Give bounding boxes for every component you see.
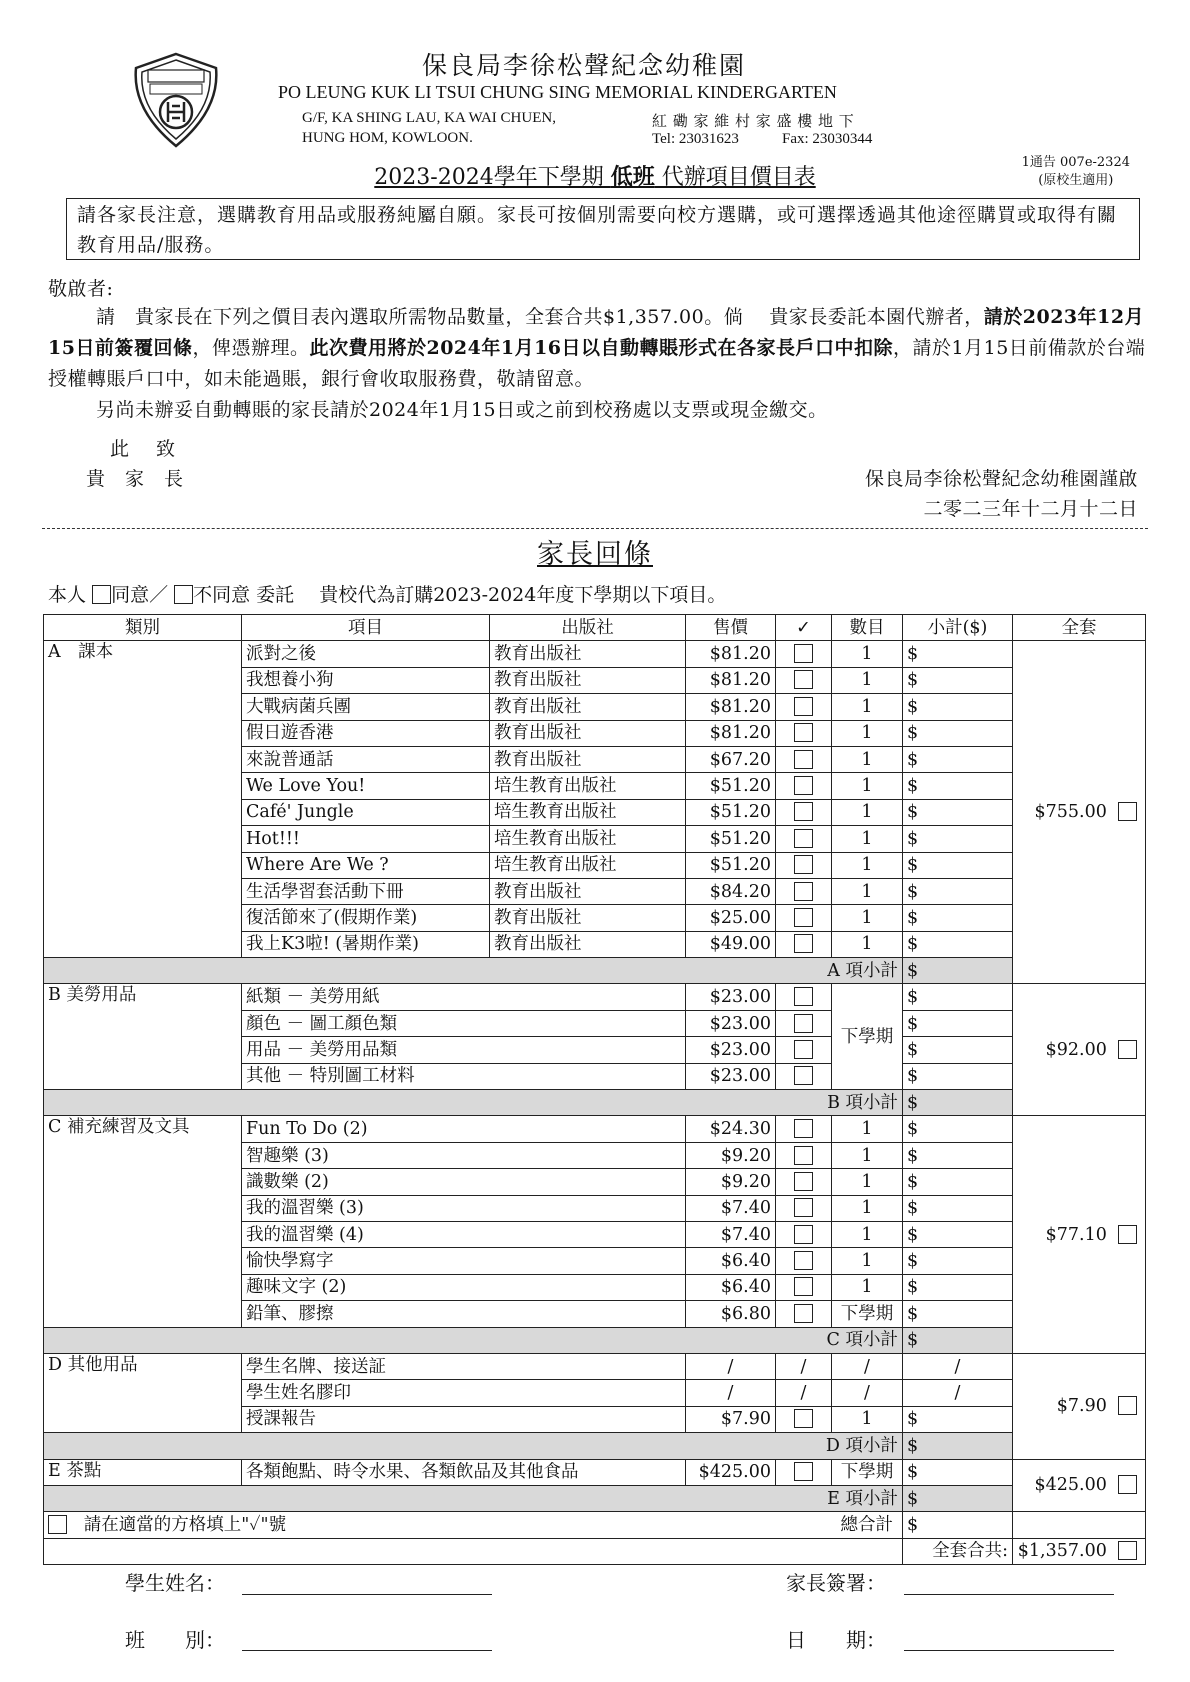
table-row xyxy=(44,984,1146,1010)
section-set-checkbox[interactable] xyxy=(1118,1396,1137,1415)
table-row xyxy=(44,1116,1146,1142)
item-checkbox[interactable] xyxy=(794,670,813,689)
subtotal-value: $ xyxy=(903,1090,1013,1116)
tick-cell xyxy=(776,1406,832,1432)
item-name: 學生名牌、接送証 xyxy=(242,1353,686,1379)
item-subtotal: $ xyxy=(903,1274,1013,1300)
item-subtotal: $ xyxy=(903,641,1013,667)
tick-cell xyxy=(776,1459,832,1485)
item-name: 鉛筆、膠擦 xyxy=(242,1301,686,1327)
item-name: Hot!!! xyxy=(242,826,490,852)
item-qty: / xyxy=(832,1353,903,1379)
item-price: $9.20 xyxy=(686,1169,776,1195)
item-price: $23.00 xyxy=(686,1063,776,1089)
set-total-label: 全套合共: xyxy=(903,1538,1013,1564)
item-subtotal: $ xyxy=(903,720,1013,746)
column-header: 類別 xyxy=(44,615,242,641)
item-subtotal: $ xyxy=(903,694,1013,720)
set-total-cell xyxy=(1013,1538,1146,1564)
item-checkbox[interactable] xyxy=(794,1040,813,1059)
subtotal-value: $ xyxy=(903,1433,1013,1459)
item-publisher: 培生教育出版社 xyxy=(490,852,686,878)
item-name: 顏色 － 圖工顏色類 xyxy=(242,1010,686,1036)
column-header: 項目 xyxy=(242,615,490,641)
date-field[interactable] xyxy=(904,1650,1114,1651)
item-subtotal: $ xyxy=(903,1301,1013,1327)
tick-cell xyxy=(776,773,832,799)
item-subtotal: / xyxy=(903,1353,1013,1379)
item-checkbox[interactable] xyxy=(794,644,813,663)
tick-cell xyxy=(776,1142,832,1168)
table-row xyxy=(44,641,1146,667)
tick-cell xyxy=(776,746,832,772)
tick-cell xyxy=(776,799,832,825)
item-price: $7.40 xyxy=(686,1195,776,1221)
tick-hint-checkbox xyxy=(48,1515,67,1534)
section-total-value: $755.00 xyxy=(1034,802,1107,823)
item-price: $51.20 xyxy=(686,773,776,799)
item-publisher: 教育出版社 xyxy=(490,694,686,720)
item-qty: 下學期 xyxy=(832,1301,903,1327)
subtotal-label: C 項小計 xyxy=(44,1327,903,1353)
item-checkbox[interactable] xyxy=(794,1409,813,1428)
item-publisher: 教育出版社 xyxy=(490,746,686,772)
school-logo-icon xyxy=(128,50,224,150)
parent-signature-field[interactable] xyxy=(904,1594,1114,1595)
table-header xyxy=(44,615,1146,641)
item-qty: 下學期 xyxy=(832,1459,903,1485)
item-qty: 1 xyxy=(832,1142,903,1168)
tick-cell xyxy=(776,1274,832,1300)
item-qty: 1 xyxy=(832,1406,903,1432)
closing-line: 此 致 xyxy=(110,438,180,460)
section-total xyxy=(1013,1116,1146,1354)
item-subtotal: $ xyxy=(903,746,1013,772)
item-subtotal: $ xyxy=(903,1248,1013,1274)
item-publisher: 教育出版社 xyxy=(490,667,686,693)
tick-cell xyxy=(776,720,832,746)
item-name: 來說普通話 xyxy=(242,746,490,772)
address-en-2: HUNG HOM, KOWLOON. xyxy=(302,130,473,146)
item-price: / xyxy=(686,1380,776,1406)
telephone: Tel: 23031623 xyxy=(652,131,739,147)
item-price: $81.20 xyxy=(686,720,776,746)
section-total xyxy=(1013,1353,1146,1459)
date-label: 日 期： xyxy=(786,1628,886,1652)
item-checkbox[interactable] xyxy=(794,1146,813,1165)
item-price: $9.20 xyxy=(686,1142,776,1168)
item-subtotal: $ xyxy=(903,773,1013,799)
tick-cell: / xyxy=(776,1380,832,1406)
tick-cell xyxy=(776,984,832,1010)
notice-number: 1通告 007e-2324 (原校生適用) xyxy=(1021,155,1130,188)
grand-total-blank xyxy=(1013,1512,1146,1538)
item-name: 我想養小狗 xyxy=(242,667,490,693)
item-name: Fun To Do (2) xyxy=(242,1116,686,1142)
item-checkbox[interactable] xyxy=(794,1014,813,1033)
item-name: 派對之後 xyxy=(242,641,490,667)
item-subtotal: $ xyxy=(903,1195,1013,1221)
item-checkbox[interactable] xyxy=(794,1277,813,1296)
item-publisher: 培生教育出版社 xyxy=(490,799,686,825)
item-checkbox[interactable] xyxy=(794,1251,813,1270)
disagree-checkbox[interactable] xyxy=(174,585,193,604)
item-subtotal: $ xyxy=(903,984,1013,1010)
tick-hint: 請在適當的方格填上"✓"號 xyxy=(44,1512,832,1538)
tick-cell xyxy=(776,1169,832,1195)
section-total-value: $77.10 xyxy=(1045,1224,1107,1245)
subtotal-label: B 項小計 xyxy=(44,1090,903,1116)
item-price: $24.30 xyxy=(686,1116,776,1142)
student-name-label: 學生姓名： xyxy=(125,1571,225,1595)
category-label: D 其他用品 xyxy=(44,1353,242,1432)
section-total-value: $425.00 xyxy=(1034,1475,1107,1496)
reply-slip-title: 家長回條 xyxy=(537,539,653,570)
address-en-1: G/F, KA SHING LAU, KA WAI CHUEN, xyxy=(302,110,556,126)
item-subtotal: $ xyxy=(903,1063,1013,1089)
item-checkbox[interactable] xyxy=(794,723,813,742)
item-price: $7.40 xyxy=(686,1221,776,1247)
item-price: $84.20 xyxy=(686,878,776,904)
tick-cell xyxy=(776,1010,832,1036)
column-header: 全套 xyxy=(1013,615,1146,641)
section-set-checkbox[interactable] xyxy=(1118,1475,1137,1494)
item-price: $425.00 xyxy=(686,1459,776,1485)
item-checkbox[interactable] xyxy=(794,1066,813,1085)
item-qty: 1 xyxy=(832,1221,903,1247)
item-qty: / xyxy=(832,1380,903,1406)
item-qty: 1 xyxy=(832,773,903,799)
section-set-checkbox[interactable] xyxy=(1118,802,1137,821)
letter-paragraph-1: 請 貴家長在下列之價目表內選取所需物品數量，全套合共$1,357.00。倘 貴家長委託本園代辦者，請於2023年12月15日前簽覆回條，俾憑辦理。此次費用將於2024年1月16日以自動轉賬形式在各家長戶口中扣除，請於1月15日前備款於台端授權轉賬戶口中，如未能過賬，銀行會收取服務費，敬請留意。 xyxy=(48,306,1146,390)
tick-cell xyxy=(776,1063,832,1089)
item-qty: 1 xyxy=(832,1195,903,1221)
sign-org: 保良局李徐松聲紀念幼稚園謹啟 xyxy=(864,468,1138,490)
item-price: $6.40 xyxy=(686,1248,776,1274)
item-qty: 1 xyxy=(832,905,903,931)
category-label: E 茶點 xyxy=(44,1459,242,1485)
set-total-checkbox[interactable] xyxy=(1118,1541,1137,1560)
item-price: $6.80 xyxy=(686,1301,776,1327)
item-subtotal: $ xyxy=(903,1459,1013,1485)
item-subtotal: $ xyxy=(903,878,1013,904)
item-subtotal: $ xyxy=(903,799,1013,825)
item-price: $51.20 xyxy=(686,799,776,825)
class-label: 班 別： xyxy=(125,1628,225,1652)
tick-cell xyxy=(776,641,832,667)
item-qty: 1 xyxy=(832,746,903,772)
item-subtotal: $ xyxy=(903,1116,1013,1142)
item-checkbox[interactable] xyxy=(794,1225,813,1244)
item-price: / xyxy=(686,1353,776,1379)
item-qty: 1 xyxy=(832,641,903,667)
item-subtotal: $ xyxy=(903,1169,1013,1195)
item-checkbox[interactable] xyxy=(794,802,813,821)
tick-cell xyxy=(776,1248,832,1274)
item-checkbox[interactable] xyxy=(794,855,813,874)
item-checkbox[interactable] xyxy=(794,750,813,769)
item-subtotal: / xyxy=(903,1380,1013,1406)
item-qty: 1 xyxy=(832,1248,903,1274)
item-qty: 1 xyxy=(832,694,903,720)
column-header: ✓ xyxy=(776,615,832,641)
set-total-blank xyxy=(44,1538,903,1564)
item-checkbox[interactable] xyxy=(794,1172,813,1191)
item-name: 識數樂 (2) xyxy=(242,1169,686,1195)
category-label: C 補充練習及文具 xyxy=(44,1116,242,1327)
section-total xyxy=(1013,1459,1146,1512)
item-price: $81.20 xyxy=(686,641,776,667)
item-checkbox[interactable] xyxy=(794,934,813,953)
item-price: $25.00 xyxy=(686,905,776,931)
item-price: $7.90 xyxy=(686,1406,776,1432)
section-total xyxy=(1013,641,1146,984)
subtotal-label: E 項小計 xyxy=(44,1485,903,1511)
item-publisher: 培生教育出版社 xyxy=(490,826,686,852)
item-publisher: 教育出版社 xyxy=(490,878,686,904)
consent-line: 本人 同意／ 不同意 委託 貴校代為訂購2023-2024年度下學期以下項目。 xyxy=(48,584,727,606)
item-name: Café' Jungle xyxy=(242,799,490,825)
subtotal-value: $ xyxy=(903,958,1013,984)
item-publisher: 教育出版社 xyxy=(490,720,686,746)
tick-cell xyxy=(776,694,832,720)
item-qty: 1 xyxy=(832,878,903,904)
item-name: We Love You! xyxy=(242,773,490,799)
subtotal-row xyxy=(44,1090,1146,1116)
section-total-value: $7.90 xyxy=(1056,1396,1107,1417)
item-name: 我的溫習樂 (4) xyxy=(242,1221,686,1247)
salutation: 敬啟者: xyxy=(48,278,114,300)
category-label: B 美勞用品 xyxy=(44,984,242,1090)
item-qty: 1 xyxy=(832,667,903,693)
item-price: $49.00 xyxy=(686,931,776,957)
student-name-field[interactable] xyxy=(242,1594,492,1595)
subtotal-value: $ xyxy=(903,1485,1013,1511)
item-subtotal: $ xyxy=(903,1221,1013,1247)
item-name: 生活學習套活動下冊 xyxy=(242,878,490,904)
item-publisher: 教育出版社 xyxy=(490,905,686,931)
address-cn: 紅 磡 家 維 村 家 盛 樓 地 下 xyxy=(652,114,855,130)
item-subtotal: $ xyxy=(903,852,1013,878)
section-set-checkbox[interactable] xyxy=(1118,1040,1137,1059)
tick-cell xyxy=(776,931,832,957)
item-checkbox[interactable] xyxy=(794,1462,813,1481)
tick-cell: / xyxy=(776,1353,832,1379)
grand-total-label: 總合計 xyxy=(832,1512,903,1538)
set-total-value: $1,357.00 xyxy=(1017,1541,1107,1562)
tick-cell xyxy=(776,1301,832,1327)
tick-cell xyxy=(776,1195,832,1221)
item-price: $6.40 xyxy=(686,1274,776,1300)
item-subtotal: $ xyxy=(903,1010,1013,1036)
item-checkbox[interactable] xyxy=(794,697,813,716)
item-checkbox[interactable] xyxy=(794,776,813,795)
column-header: 小計($) xyxy=(903,615,1013,641)
item-price: $81.20 xyxy=(686,694,776,720)
letter-paragraph-2: 另尚未辦妥自動轉賬的家長請於2024年1月15日或之前到校務處以支票或現金繳交。 xyxy=(96,399,828,421)
item-price: $23.00 xyxy=(686,1010,776,1036)
table-row xyxy=(44,1459,1146,1485)
voluntary-notice-box: 請各家長注意，選購教育用品或服務純屬自願。家長可按個別需要向校方選購，或可選擇透過其他途徑購買或取得有關教育用品/服務。 xyxy=(66,198,1140,260)
item-checkbox[interactable] xyxy=(794,1198,813,1217)
parent-signature-label: 家長簽署： xyxy=(786,1571,886,1595)
item-name: 其他 － 特別圖工材料 xyxy=(242,1063,686,1089)
item-checkbox[interactable] xyxy=(794,882,813,901)
item-name: 假日遊香港 xyxy=(242,720,490,746)
fax: Fax: 23030344 xyxy=(782,131,873,147)
item-qty: 1 xyxy=(832,1274,903,1300)
subtotal-row xyxy=(44,958,1146,984)
item-name: 復活節來了(假期作業) xyxy=(242,905,490,931)
section-set-checkbox[interactable] xyxy=(1118,1225,1137,1244)
item-checkbox[interactable] xyxy=(794,908,813,927)
tick-cell xyxy=(776,826,832,852)
tick-cell xyxy=(776,852,832,878)
item-checkbox[interactable] xyxy=(794,987,813,1006)
item-name: 趣味文字 (2) xyxy=(242,1274,686,1300)
item-name: 學生姓名膠印 xyxy=(242,1380,686,1406)
item-name: 我上K3啦! (暑期作業) xyxy=(242,931,490,957)
item-price: $51.20 xyxy=(686,826,776,852)
sign-date: 二零二三年十二月十二日 xyxy=(923,498,1138,520)
item-name: 紙類 － 美勞用紙 xyxy=(242,984,686,1010)
item-checkbox[interactable] xyxy=(794,829,813,848)
price-table xyxy=(43,614,1146,1565)
item-subtotal: $ xyxy=(903,826,1013,852)
item-qty: 1 xyxy=(832,1169,903,1195)
section-total-value: $92.00 xyxy=(1045,1039,1107,1060)
category-label: A 課本 xyxy=(44,641,242,958)
item-price: $23.00 xyxy=(686,1037,776,1063)
item-price: $51.20 xyxy=(686,852,776,878)
column-header: 售價 xyxy=(686,615,776,641)
subtotal-row xyxy=(44,1433,1146,1459)
item-name: 授課報告 xyxy=(242,1406,686,1432)
grand-total-value: $ xyxy=(903,1512,1013,1538)
item-qty: 1 xyxy=(832,931,903,957)
school-name-en: PO LEUNG KUK LI TSUI CHUNG SING MEMORIAL KINDERGARTEN xyxy=(278,82,837,102)
tick-cell xyxy=(776,1221,832,1247)
item-publisher: 教育出版社 xyxy=(490,641,686,667)
set-total-row xyxy=(44,1538,1146,1564)
column-header: 出版社 xyxy=(490,615,686,641)
item-subtotal: $ xyxy=(903,931,1013,957)
school-name-cn: 保良局李徐松聲紀念幼稚園 xyxy=(422,51,747,80)
item-qty: 1 xyxy=(832,799,903,825)
item-qty: 1 xyxy=(832,852,903,878)
item-checkbox[interactable] xyxy=(794,1119,813,1138)
item-subtotal: $ xyxy=(903,1406,1013,1432)
tick-cell xyxy=(776,878,832,904)
item-name: Where Are We ? xyxy=(242,852,490,878)
column-header: 數目 xyxy=(832,615,903,641)
item-subtotal: $ xyxy=(903,905,1013,931)
tick-cell xyxy=(776,1037,832,1063)
page-title: 2023-2024學年下學期 低班 代辦項目價目表 xyxy=(374,164,816,190)
item-subtotal: $ xyxy=(903,1142,1013,1168)
item-checkbox[interactable] xyxy=(794,1304,813,1323)
subtotal-row xyxy=(44,1485,1146,1511)
item-name: 各類飽點、時令水果、各類飲品及其他食品 xyxy=(242,1459,686,1485)
subtotal-label: D 項小計 xyxy=(44,1433,903,1459)
item-publisher: 教育出版社 xyxy=(490,931,686,957)
item-qty: 1 xyxy=(832,826,903,852)
agree-checkbox[interactable] xyxy=(92,585,111,604)
table-row xyxy=(44,1353,1146,1379)
tick-cell xyxy=(776,1116,832,1142)
closing-recipient: 貴 家 長 xyxy=(86,468,184,490)
item-qty: 1 xyxy=(832,1116,903,1142)
subtotal-row xyxy=(44,1327,1146,1353)
item-qty: 下學期 xyxy=(832,984,903,1090)
item-name: 大戰病菌兵團 xyxy=(242,694,490,720)
item-publisher: 培生教育出版社 xyxy=(490,773,686,799)
tick-cell xyxy=(776,667,832,693)
item-subtotal: $ xyxy=(903,1037,1013,1063)
item-price: $23.00 xyxy=(686,984,776,1010)
item-name: 愉快學寫字 xyxy=(242,1248,686,1274)
item-price: $67.20 xyxy=(686,746,776,772)
item-name: 我的溫習樂 (3) xyxy=(242,1195,686,1221)
class-field[interactable] xyxy=(242,1650,492,1651)
grand-total-row xyxy=(44,1512,1146,1538)
subtotal-value: $ xyxy=(903,1327,1013,1353)
item-name: 智趣樂 (3) xyxy=(242,1142,686,1168)
cut-line xyxy=(42,528,1148,529)
item-subtotal: $ xyxy=(903,667,1013,693)
item-name: 用品 － 美勞用品類 xyxy=(242,1037,686,1063)
tick-cell xyxy=(776,905,832,931)
subtotal-label: A 項小計 xyxy=(44,958,903,984)
item-qty: 1 xyxy=(832,720,903,746)
item-price: $81.20 xyxy=(686,667,776,693)
section-total xyxy=(1013,984,1146,1116)
